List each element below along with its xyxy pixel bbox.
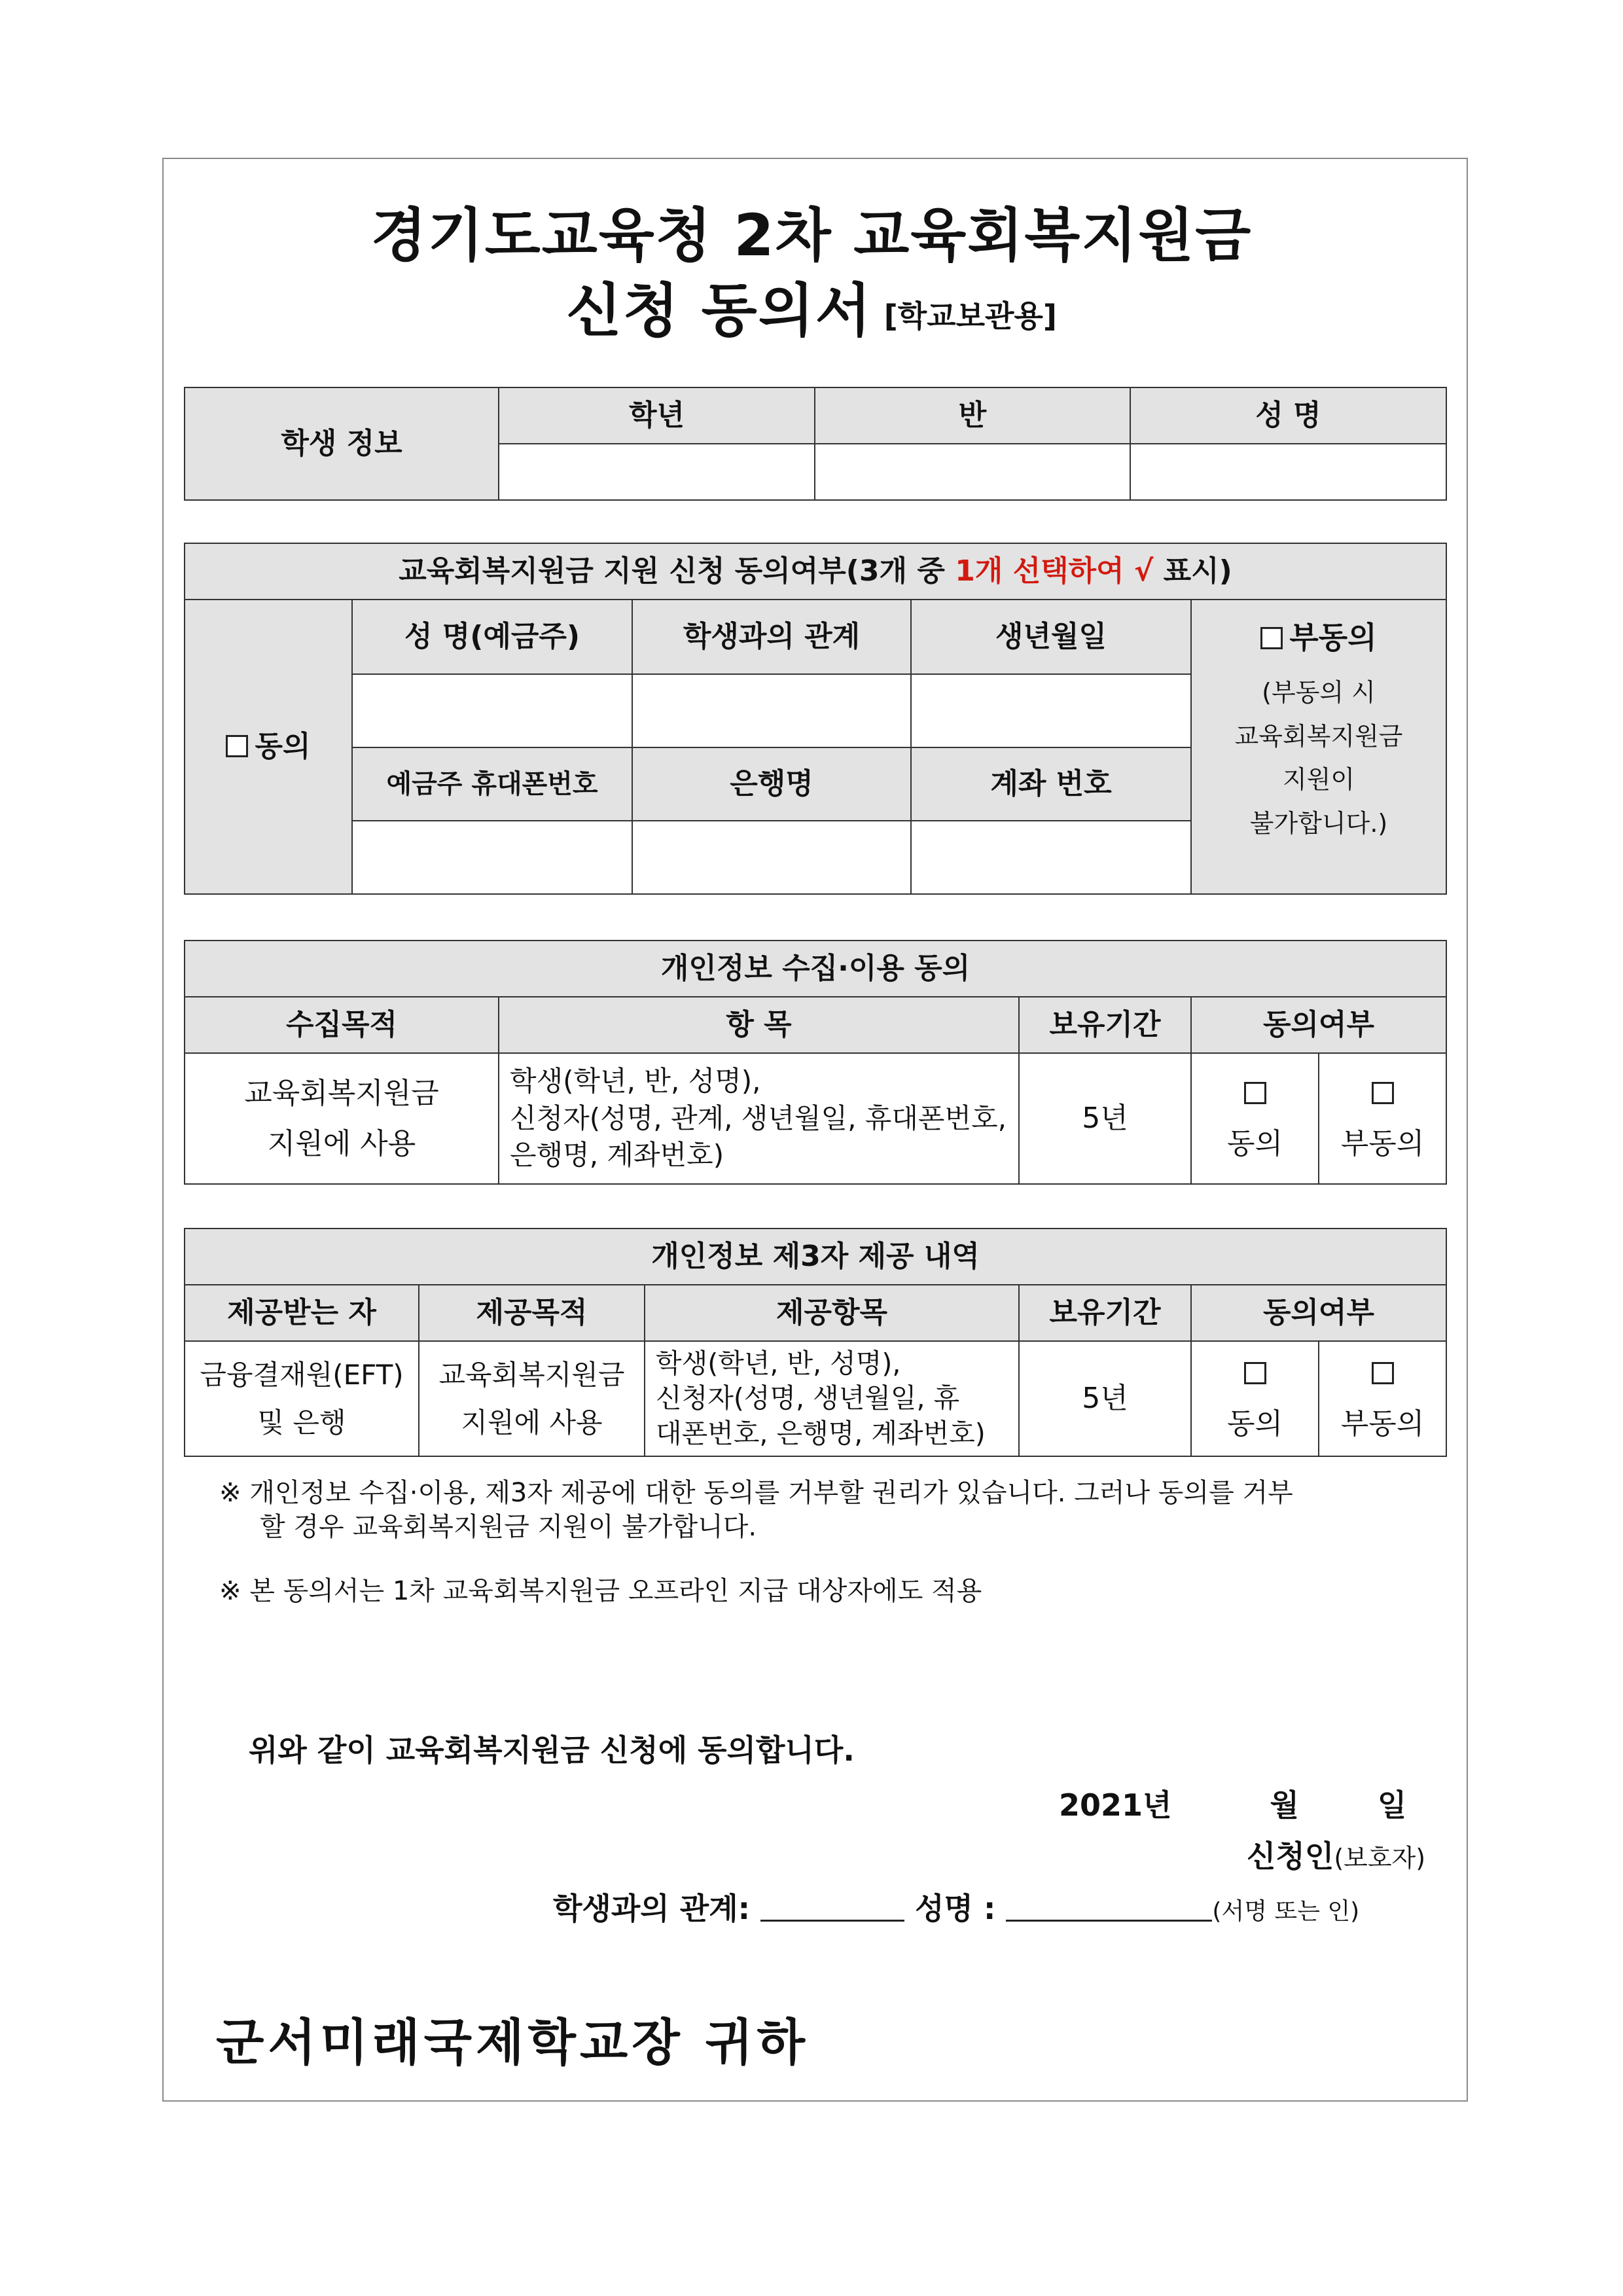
holder-name-header: 성 명(예금주) — [352, 600, 632, 674]
name-header: 성 명 — [1130, 387, 1446, 444]
grade-field[interactable] — [499, 444, 815, 500]
privacy-collection-table — [184, 940, 1447, 1185]
recipient-cell: 금융결재원(EFT) 및 은행 — [185, 1341, 419, 1456]
consent-title-prefix: 교육회복지원금 지원 신청 동의여부(3개 중 — [399, 554, 955, 588]
document-title: 경기도교육청 2차 교육회복지원금 — [370, 202, 1253, 269]
date-year: 2021년 — [1059, 1787, 1172, 1823]
consent-status-header: 동의여부 — [1191, 997, 1446, 1053]
disagree-note: (부동의 시 교육회복지원금 지원이 불가합니다.) — [1234, 678, 1403, 838]
privacy-collection-title: 개인정보 수집·이용 동의 — [185, 941, 1446, 997]
collection-agree-option[interactable] — [1191, 1053, 1319, 1184]
provision-consent-header: 동의여부 — [1191, 1285, 1446, 1341]
consent-title-suffix: 표시) — [1153, 554, 1232, 588]
provision-disagree-option[interactable] — [1319, 1341, 1446, 1456]
document-subtitle — [0, 265, 1623, 348]
consent-title — [185, 543, 1446, 600]
addressee: 군서미래국제학교장 귀하 — [216, 2013, 810, 2072]
collection-disagree-checkbox[interactable] — [1372, 1082, 1394, 1104]
provision-agree-label: 동의 — [1226, 1407, 1283, 1441]
class-header: 반 — [815, 387, 1130, 444]
collection-disagree-option[interactable] — [1319, 1053, 1446, 1184]
third-party-title: 개인정보 제3자 제공 내역 — [185, 1229, 1446, 1285]
collection-disagree-label: 부동의 — [1340, 1127, 1425, 1160]
disagree-option[interactable] — [1191, 600, 1446, 894]
signature-line — [553, 1885, 1359, 1928]
account-number-header: 계좌 번호 — [911, 747, 1191, 821]
items-header: 항 목 — [499, 997, 1019, 1053]
bank-name-header: 은행명 — [632, 747, 911, 821]
signer-name-blank[interactable] — [1006, 1895, 1212, 1922]
items-cell: 학생(학년, 반, 성명), 신청자(성명, 관계, 생년월일, 휴대폰번호, 은행명, 계좌번호) — [499, 1053, 1019, 1184]
relation-field[interactable] — [632, 674, 911, 747]
subtitle-text: 신청 동의서 — [566, 277, 872, 344]
agree-checkbox[interactable] — [226, 735, 248, 757]
provision-purpose-header: 제공목적 — [419, 1285, 645, 1341]
agree-label: 동의 — [255, 730, 311, 764]
applicant-label: 신청인(보호자) — [1247, 1839, 1426, 1874]
relation-header: 학생과의 관계 — [632, 600, 911, 674]
holder-phone-header: 예금주 휴대폰번호 — [352, 747, 632, 821]
provision-items-header: 제공항목 — [645, 1285, 1019, 1341]
date-month: 월 — [1270, 1787, 1299, 1823]
offline-applicability-note: ※ 본 동의서는 1차 교육회복지원금 오프라인 지급 대상자에도 적용 — [219, 1576, 982, 1606]
consent-statement: 위와 같이 교육회복지원금 신청에 동의합니다. — [249, 1732, 855, 1768]
provision-agree-checkbox[interactable] — [1244, 1362, 1266, 1384]
student-info-header: 학생 정보 — [185, 387, 499, 500]
date-line — [1059, 1782, 1406, 1825]
birthdate-field[interactable] — [911, 674, 1191, 747]
sign-note: (서명 또는 인) — [1212, 1898, 1360, 1925]
retention-cell: 5년 — [1019, 1053, 1191, 1184]
provision-items-cell: 학생(학년, 반, 성명), 신청자(성명, 생년월일, 휴 대폰번호, 은행명, 계좌번호) — [645, 1341, 1019, 1456]
disagree-label: 부동의 — [1289, 620, 1377, 655]
account-number-field[interactable] — [911, 821, 1191, 894]
agree-option[interactable] — [185, 600, 352, 894]
provision-disagree-checkbox[interactable] — [1372, 1362, 1394, 1384]
provision-agree-option[interactable] — [1191, 1341, 1319, 1456]
disagree-checkbox[interactable] — [1260, 627, 1283, 649]
collection-agree-checkbox[interactable] — [1244, 1082, 1266, 1104]
bank-name-field[interactable] — [632, 821, 911, 894]
name-field[interactable] — [1130, 444, 1446, 500]
subtitle-note: [학교보관용] — [883, 298, 1057, 334]
provision-disagree-label: 부동의 — [1340, 1407, 1425, 1441]
refusal-right-note: ※ 개인정보 수집·이용, 제3자 제공에 대한 동의를 거부할 권리가 있습니다. 그러나 동의를 거부 할 경우 교육회복지원금 지원이 불가합니다. — [219, 1478, 1293, 1542]
holder-name-field[interactable] — [352, 674, 632, 747]
provision-retention-header: 보유기간 — [1019, 1285, 1191, 1341]
purpose-cell: 교육회복지원금 지원에 사용 — [185, 1053, 499, 1184]
student-info-table — [184, 387, 1447, 501]
signer-name-label: 성명 : — [915, 1891, 996, 1926]
grade-header: 학년 — [499, 387, 815, 444]
retention-header: 보유기간 — [1019, 997, 1191, 1053]
class-field[interactable] — [815, 444, 1130, 500]
relation-blank[interactable] — [760, 1895, 904, 1922]
holder-phone-field[interactable] — [352, 821, 632, 894]
provision-purpose-cell: 교육회복지원금 지원에 사용 — [419, 1341, 645, 1456]
recipient-header: 제공받는 자 — [185, 1285, 419, 1341]
purpose-header: 수집목적 — [185, 997, 499, 1053]
consent-title-highlight: 1개 선택하여 √ — [955, 554, 1154, 588]
provision-retention-cell: 5년 — [1019, 1341, 1191, 1456]
consent-table — [184, 543, 1447, 895]
date-day: 일 — [1377, 1787, 1407, 1823]
third-party-table — [184, 1228, 1447, 1457]
birthdate-header: 생년월일 — [911, 600, 1191, 674]
relation-label: 학생과의 관계: — [553, 1891, 751, 1926]
collection-agree-label: 동의 — [1226, 1127, 1283, 1160]
